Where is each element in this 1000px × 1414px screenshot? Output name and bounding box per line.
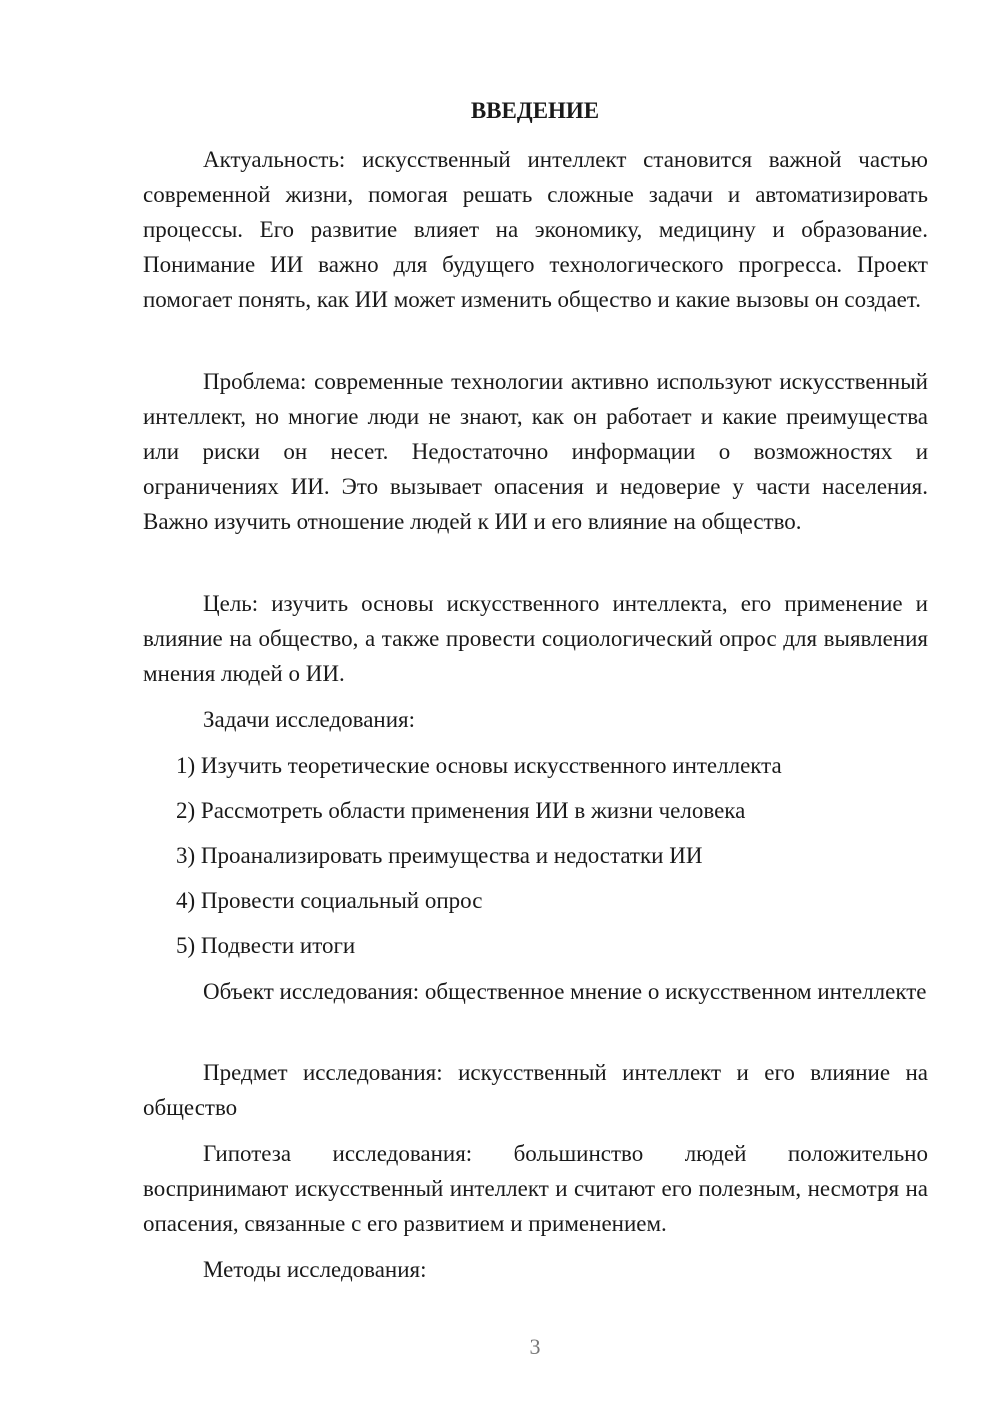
hypothesis-paragraph: Гипотеза исследования: большинство людей положительно воспринимают искусственный интеллект и считают его полезным, несмотря на опасения, связанные с его развитием и применением. (143, 1141, 928, 1236)
subject-paragraph: Предмет исследования: искусственный интеллект и его влияние на общество (143, 1060, 928, 1120)
task-item: 3) Проанализировать преимущества и недостатки ИИ (176, 843, 703, 868)
task-item: 1) Изучить теоретические основы искусственного интеллекта (176, 753, 782, 778)
page-number: 3 (529, 1334, 541, 1359)
task-item: 4) Провести социальный опрос (176, 888, 483, 913)
section-heading: ВВЕДЕНИЕ (470, 98, 600, 123)
object-paragraph: Объект исследования: общественное мнение о искусственном интеллекте (203, 979, 927, 1004)
tasks-label: Задачи исследования: (203, 707, 416, 732)
task-item: 2) Рассмотреть области применения ИИ в жизни человека (176, 798, 746, 823)
methods-label: Методы исследования: (203, 1257, 427, 1282)
task-item: 5) Подвести итоги (176, 933, 356, 958)
problem-paragraph: Проблема: современные технологии активно используют искусственный интеллект, но многие люди не знают, как он работает и какие преимущества или риски он несет. Недостаточно информации о возможностях и ограничениях ИИ. Это вызывает опасения и недоверие у части населения. Важно изучить отношение людей к ИИ и его влияние на общество. (143, 369, 928, 534)
goal-paragraph: Цель: изучить основы искусственного интеллекта, его применение и влияние на общество, а также провести социологический опрос для выявления мнения людей о ИИ. (143, 591, 928, 686)
relevance-paragraph: Актуальность: искусственный интеллект становится важной частью современной жизни, помогая решать сложные задачи и автоматизировать процессы. Его развитие влияет на экономику, медицину и образование. Понимание ИИ важно для будущего технологического прогресса. Проект помогает понять, как ИИ может изменить общество и какие вызовы он создает. (143, 147, 928, 312)
